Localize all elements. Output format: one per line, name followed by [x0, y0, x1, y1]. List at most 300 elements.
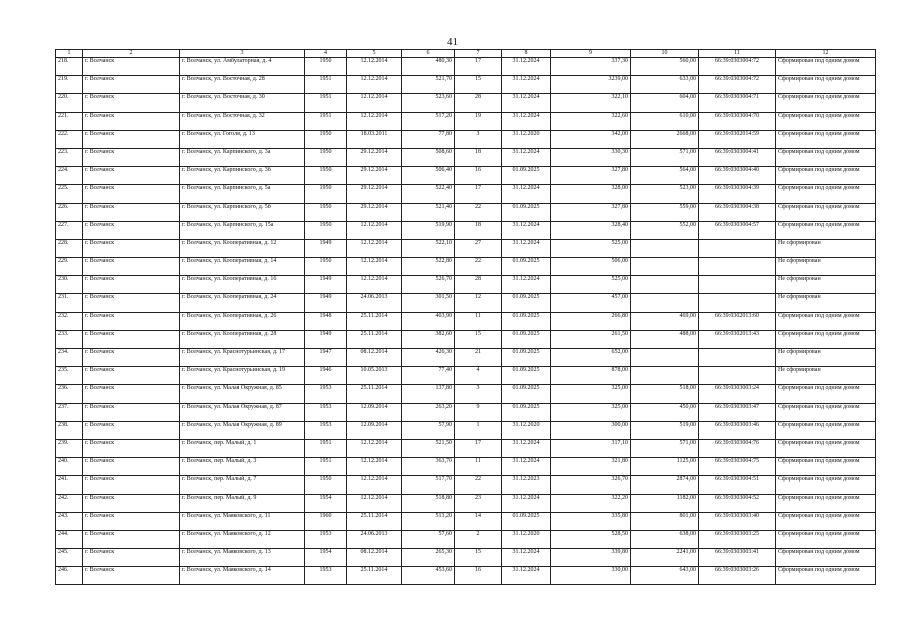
cell-land-area [631, 349, 699, 367]
cell-cadastral-number: 66:39:0303004:72 [699, 76, 776, 94]
cell-survey-date: 25.11.2014 [347, 512, 402, 530]
cell-residents: 16 [455, 167, 502, 185]
cell-settlement: г. Волчанск [83, 294, 180, 312]
cell-address: г. Волчанск, пер. Малый, д. 9 [180, 494, 305, 512]
cell-cadastral-number: 66:39:0303004:51 [699, 476, 776, 494]
cell-cadastral-number: 66:39:0303004:39 [699, 185, 776, 203]
cell-build-year: 1946 [305, 367, 347, 385]
cell-survey-date: 12.12.2014 [347, 439, 402, 457]
cell-area: 519,90 [402, 221, 455, 239]
cell-residents: 12 [455, 294, 502, 312]
cell-survey-date: 12.12.2014 [347, 239, 402, 257]
cell-address: г. Волчанск, ул. Гоголя, д. 13 [180, 130, 305, 148]
cell-residents: 3 [455, 385, 502, 403]
cell-residents: 17 [455, 439, 502, 457]
table-body [56, 58, 876, 585]
cell-build-year: 1947 [305, 349, 347, 367]
cell-settlement: г. Волчанск [83, 476, 180, 494]
cell-land-status: Сформирован под одним домом [776, 221, 876, 239]
cell-build-year: 1951 [305, 112, 347, 130]
cell-deadline: 01.09.2025 [502, 330, 551, 348]
cell-residents: 22 [455, 203, 502, 221]
cell-cost: 525,00 [551, 239, 631, 257]
cell-row-index: 232. [56, 312, 83, 330]
cell-build-year: 1948 [305, 312, 347, 330]
cell-area: 521,70 [402, 76, 455, 94]
cell-row-index: 227. [56, 221, 83, 239]
column-header-9: 9 [551, 50, 631, 58]
cell-cost: 342,00 [551, 130, 631, 148]
cell-land-area: 560,00 [631, 58, 699, 76]
cell-survey-date: 12.09.2014 [347, 421, 402, 439]
cell-residents: 22 [455, 476, 502, 494]
cell-build-year: 1951 [305, 76, 347, 94]
cell-survey-date: 12.12.2014 [347, 94, 402, 112]
cell-row-index: 222. [56, 130, 83, 148]
cell-land-area: 801,00 [631, 512, 699, 530]
cell-area: 426,30 [402, 349, 455, 367]
cell-residents: 4 [455, 367, 502, 385]
cell-deadline: 01.09.2025 [502, 385, 551, 403]
cell-survey-date: 12.12.2014 [347, 276, 402, 294]
cell-land-status: Не сформирован [776, 239, 876, 257]
cell-build-year: 1949 [305, 239, 347, 257]
cell-residents: 3 [455, 130, 502, 148]
column-header-7: 7 [455, 50, 502, 58]
cell-address: г. Волчанск, ул. Восточная, д. 28 [180, 76, 305, 94]
column-header-5: 5 [347, 50, 402, 58]
cell-land-status: Сформирован под одним домом [776, 494, 876, 512]
table-row [56, 58, 876, 76]
cell-survey-date: 29.12.2014 [347, 185, 402, 203]
cell-area: 506,40 [402, 167, 455, 185]
cell-deadline: 31.12.2020 [502, 130, 551, 148]
cell-deadline: 31.12.2024 [502, 439, 551, 457]
table-row [56, 167, 876, 185]
cell-residents: 2 [455, 530, 502, 548]
cell-address: г. Волчанск, ул. Кооперативная, д. 26 [180, 312, 305, 330]
cell-cost: 652,00 [551, 349, 631, 367]
cell-settlement: г. Волчанск [83, 494, 180, 512]
table-row [56, 403, 876, 421]
cell-land-status: Не сформирован [776, 258, 876, 276]
cell-cost: 317,10 [551, 439, 631, 457]
cell-land-area: 638,00 [631, 530, 699, 548]
cell-build-year: 1951 [305, 439, 347, 457]
cell-row-index: 224. [56, 167, 83, 185]
cell-land-area [631, 239, 699, 257]
cell-address: г. Волчанск, ул. Амбулаторная, д. 4 [180, 58, 305, 76]
cell-area: 453,60 [402, 567, 455, 585]
column-number-row [56, 50, 876, 58]
cell-build-year: 1950 [305, 130, 347, 148]
cell-build-year: 1950 [305, 476, 347, 494]
column-header-6: 6 [402, 50, 455, 58]
cell-cadastral-number: 66:39:0303004:52 [699, 494, 776, 512]
cell-land-area: 610,00 [631, 112, 699, 130]
cell-row-index: 235. [56, 367, 83, 385]
cell-settlement: г. Волчанск [83, 367, 180, 385]
cell-land-area: 488,00 [631, 330, 699, 348]
cell-build-year: 1950 [305, 148, 347, 166]
cell-settlement: г. Волчанск [83, 439, 180, 457]
cell-deadline: 01.09.2025 [502, 203, 551, 221]
cell-address: г. Волчанск, ул. Кооперативная, д. 28 [180, 330, 305, 348]
cell-cost: 457,00 [551, 294, 631, 312]
cell-row-index: 238. [56, 421, 83, 439]
cell-survey-date: 12.12.2014 [347, 76, 402, 94]
cell-residents: 17 [455, 58, 502, 76]
cell-residents: 28 [455, 94, 502, 112]
cell-build-year: 1951 [305, 458, 347, 476]
cell-row-index: 229. [56, 258, 83, 276]
cell-land-status: Сформирован под одним домом [776, 185, 876, 203]
cell-row-index: 234. [56, 349, 83, 367]
cell-row-index: 241. [56, 476, 83, 494]
cell-settlement: г. Волчанск [83, 148, 180, 166]
table-row [56, 130, 876, 148]
cell-land-status: Сформирован под одним домом [776, 312, 876, 330]
cell-deadline: 31.12.2020 [502, 421, 551, 439]
cell-build-year: 1950 [305, 58, 347, 76]
cell-area: 517,70 [402, 476, 455, 494]
cell-area: 523,60 [402, 94, 455, 112]
table-row [56, 112, 876, 130]
cell-land-status: Сформирован под одним домом [776, 439, 876, 457]
cell-build-year: 1950 [305, 185, 347, 203]
cell-settlement: г. Волчанск [83, 221, 180, 239]
table-row [56, 148, 876, 166]
cell-land-status: Не сформирован [776, 367, 876, 385]
cell-land-area: 1125,00 [631, 458, 699, 476]
cell-residents: 21 [455, 349, 502, 367]
table-row [56, 439, 876, 457]
cell-build-year: 1950 [305, 203, 347, 221]
cell-residents: 11 [455, 312, 502, 330]
cell-row-index: 243. [56, 512, 83, 530]
cell-land-area [631, 294, 699, 312]
cell-cost: 322,60 [551, 112, 631, 130]
cell-cadastral-number: 66:39:0303003:40 [699, 512, 776, 530]
cell-cost: 335,80 [551, 512, 631, 530]
cell-land-status: Сформирован под одним домом [776, 330, 876, 348]
cell-cadastral-number: 66:39:0303004:70 [699, 112, 776, 130]
cell-survey-date: 12.12.2014 [347, 458, 402, 476]
cell-land-area: 1182,00 [631, 494, 699, 512]
cell-cadastral-number: 66:39:0303003:25 [699, 530, 776, 548]
cell-cadastral-number: 66:39:0303004:38 [699, 203, 776, 221]
cell-row-index: 218. [56, 58, 83, 76]
cell-settlement: г. Волчанск [83, 185, 180, 203]
cell-row-index: 242. [56, 494, 83, 512]
column-header-12: 12 [776, 50, 876, 58]
cell-residents: 14 [455, 512, 502, 530]
cell-land-status: Сформирован под одним домом [776, 167, 876, 185]
cell-settlement: г. Волчанск [83, 349, 180, 367]
cell-deadline: 31.12.2024 [502, 148, 551, 166]
cell-settlement: г. Волчанск [83, 112, 180, 130]
cell-row-index: 223. [56, 148, 83, 166]
cell-build-year: 1949 [305, 276, 347, 294]
cell-area: 521,50 [402, 439, 455, 457]
cell-build-year: 1950 [305, 167, 347, 185]
cell-address: г. Волчанск, ул. Кооперативная, д. 14 [180, 258, 305, 276]
cell-land-area [631, 276, 699, 294]
cell-row-index: 244. [56, 530, 83, 548]
table-row [56, 276, 876, 294]
cell-survey-date: 25.11.2014 [347, 567, 402, 585]
cell-cost: 506,00 [551, 258, 631, 276]
table-row [56, 367, 876, 385]
cell-cadastral-number: 66:39:0303004:72 [699, 58, 776, 76]
table-row [56, 258, 876, 276]
cell-land-status: Сформирован под одним домом [776, 148, 876, 166]
cell-address: г. Волчанск, ул. Малая Окружная, д. 87 [180, 403, 305, 421]
column-header-2: 2 [83, 50, 180, 58]
cell-cadastral-number: 66:39:0302013:43 [699, 330, 776, 348]
cell-survey-date: 12.12.2014 [347, 494, 402, 512]
cell-residents: 15 [455, 330, 502, 348]
cell-deadline: 31.12.2024 [502, 94, 551, 112]
cell-area: 363,70 [402, 458, 455, 476]
cell-cadastral-number [699, 239, 776, 257]
cell-survey-date: 12.12.2014 [347, 476, 402, 494]
cell-deadline: 01.09.2025 [502, 367, 551, 385]
cell-row-index: 230. [56, 276, 83, 294]
cell-row-index: 236. [56, 385, 83, 403]
cell-cost: 325,00 [551, 403, 631, 421]
cell-cadastral-number [699, 349, 776, 367]
cell-land-status: Не сформирован [776, 276, 876, 294]
cell-row-index: 226. [56, 203, 83, 221]
cell-cost: 878,00 [551, 367, 631, 385]
cell-land-status: Сформирован под одним домом [776, 76, 876, 94]
cell-cadastral-number: 66:39:0303003:47 [699, 403, 776, 421]
cell-deadline: 01.09.2025 [502, 349, 551, 367]
table-row [56, 349, 876, 367]
cell-land-status: Сформирован под одним домом [776, 94, 876, 112]
cell-survey-date: 25.11.2014 [347, 312, 402, 330]
cell-residents: 9 [455, 403, 502, 421]
cell-area: 522,10 [402, 239, 455, 257]
cell-cadastral-number: 66:39:0303004:40 [699, 167, 776, 185]
cell-survey-date: 12.12.2014 [347, 221, 402, 239]
cell-cost: 330,30 [551, 148, 631, 166]
cell-settlement: г. Волчанск [83, 567, 180, 585]
cell-address: г. Волчанск, ул. Кооперативная, д. 16 [180, 276, 305, 294]
cell-land-area: 2874,00 [631, 476, 699, 494]
cell-land-area: 518,00 [631, 385, 699, 403]
cell-settlement: г. Волчанск [83, 530, 180, 548]
cell-cost: 326,70 [551, 476, 631, 494]
cell-cost: 528,50 [551, 530, 631, 548]
cell-area: 513,20 [402, 512, 455, 530]
cell-cost: 3239,00 [551, 76, 631, 94]
cell-settlement: г. Волчанск [83, 239, 180, 257]
cell-cadastral-number: 66:39:0303003:24 [699, 385, 776, 403]
cell-cost: 337,30 [551, 58, 631, 76]
cell-build-year: 1950 [305, 221, 347, 239]
cell-survey-date: 25.11.2014 [347, 330, 402, 348]
table-row [56, 76, 876, 94]
cell-area: 526,70 [402, 276, 455, 294]
cell-row-index: 239. [56, 439, 83, 457]
cell-cost: 525,00 [551, 276, 631, 294]
cell-land-status: Сформирован под одним домом [776, 549, 876, 567]
cell-cost: 300,00 [551, 421, 631, 439]
cell-area: 508,60 [402, 148, 455, 166]
cell-residents: 23 [455, 494, 502, 512]
cell-area: 57,90 [402, 421, 455, 439]
cell-settlement: г. Волчанск [83, 312, 180, 330]
cell-land-area: 450,00 [631, 403, 699, 421]
table-row [56, 512, 876, 530]
cell-deadline: 01.09.2025 [502, 258, 551, 276]
table-row [56, 330, 876, 348]
cell-cadastral-number: 66:39:0303004:71 [699, 94, 776, 112]
cell-build-year: 1954 [305, 494, 347, 512]
cell-area: 517,20 [402, 112, 455, 130]
cell-settlement: г. Волчанск [83, 76, 180, 94]
cell-settlement: г. Волчанск [83, 276, 180, 294]
column-header-10: 10 [631, 50, 699, 58]
cell-land-area: 643,00 [631, 567, 699, 585]
table-row [56, 549, 876, 567]
cell-settlement: г. Волчанск [83, 549, 180, 567]
cell-cadastral-number [699, 367, 776, 385]
cell-row-index: 221. [56, 112, 83, 130]
cell-row-index: 228. [56, 239, 83, 257]
column-header-11: 11 [699, 50, 776, 58]
housing-registry-table [55, 49, 876, 585]
cell-survey-date: 29.12.2014 [347, 167, 402, 185]
cell-residents: 18 [455, 221, 502, 239]
cell-survey-date: 29.12.2014 [347, 148, 402, 166]
cell-settlement: г. Волчанск [83, 130, 180, 148]
table-row [56, 385, 876, 403]
cell-row-index: 246. [56, 567, 83, 585]
cell-residents: 11 [455, 458, 502, 476]
cell-land-status: Сформирован под одним домом [776, 403, 876, 421]
cell-build-year: 1953 [305, 530, 347, 548]
cell-cadastral-number: 66:39:0303004:57 [699, 221, 776, 239]
cell-deadline: 31.12.2024 [502, 549, 551, 567]
cell-address: г. Волчанск, пер. Малый, д. 3 [180, 458, 305, 476]
table-row [56, 94, 876, 112]
cell-address: г. Волчанск, ул. Краснотурьинская, д. 17 [180, 349, 305, 367]
cell-deadline: 31.12.2020 [502, 530, 551, 548]
cell-area: 522,80 [402, 258, 455, 276]
cell-row-index: 220. [56, 94, 83, 112]
cell-settlement: г. Волчанск [83, 458, 180, 476]
cell-address: г. Волчанск, ул. Карпинского, д. 15а [180, 221, 305, 239]
table-row [56, 203, 876, 221]
cell-settlement: г. Волчанск [83, 512, 180, 530]
cell-build-year: 1954 [305, 549, 347, 567]
cell-area: 57,60 [402, 530, 455, 548]
cell-build-year: 1953 [305, 385, 347, 403]
cell-survey-date: 12.12.2014 [347, 112, 402, 130]
cell-row-index: 231. [56, 294, 83, 312]
cell-cost: 261,50 [551, 330, 631, 348]
table-row [56, 476, 876, 494]
cell-address: г. Волчанск, ул. Малая Окружная, д. 89 [180, 421, 305, 439]
cell-row-index: 233. [56, 330, 83, 348]
column-header-3: 3 [180, 50, 305, 58]
cell-row-index: 225. [56, 185, 83, 203]
cell-area: 403,90 [402, 312, 455, 330]
table-row [56, 530, 876, 548]
cell-deadline: 31.12.2024 [502, 221, 551, 239]
table-row [56, 312, 876, 330]
cell-cost: 322,20 [551, 494, 631, 512]
cell-cost: 327,80 [551, 167, 631, 185]
cell-address: г. Волчанск, ул. Маяковского, д. 14 [180, 567, 305, 585]
cell-build-year: 1951 [305, 94, 347, 112]
cell-land-area: 523,00 [631, 185, 699, 203]
cell-area: 77,80 [402, 130, 455, 148]
cell-deadline: 31.12.2023 [502, 476, 551, 494]
cell-land-status: Сформирован под одним домом [776, 458, 876, 476]
cell-address: г. Волчанск, ул. Карпинского, д. 5б [180, 203, 305, 221]
cell-area: 265,30 [402, 549, 455, 567]
cell-survey-date: 25.11.2014 [347, 385, 402, 403]
cell-settlement: г. Волчанск [83, 167, 180, 185]
cell-land-area: 552,00 [631, 221, 699, 239]
cell-row-index: 219. [56, 76, 83, 94]
cell-build-year: 1960 [305, 512, 347, 530]
cell-land-area [631, 367, 699, 385]
table-row [56, 458, 876, 476]
cell-build-year: 1953 [305, 421, 347, 439]
cell-settlement: г. Волчанск [83, 94, 180, 112]
cell-area: 263,20 [402, 403, 455, 421]
cell-row-index: 245. [56, 549, 83, 567]
cell-land-status: Сформирован под одним домом [776, 567, 876, 585]
cell-cost: 325,00 [551, 385, 631, 403]
cell-cadastral-number [699, 294, 776, 312]
cell-settlement: г. Волчанск [83, 421, 180, 439]
cell-address: г. Волчанск, ул. Кооперативная, д. 24 [180, 294, 305, 312]
cell-land-area: 559,00 [631, 203, 699, 221]
table-row [56, 221, 876, 239]
cell-residents: 15 [455, 549, 502, 567]
cell-deadline: 01.09.2025 [502, 512, 551, 530]
cell-address: г. Волчанск, ул. Восточная, д. 30 [180, 94, 305, 112]
cell-build-year: 1953 [305, 403, 347, 421]
cell-land-status: Не сформирован [776, 349, 876, 367]
cell-survey-date: 08.12.2014 [347, 549, 402, 567]
cell-land-area: 571,00 [631, 439, 699, 457]
cell-row-index: 240. [56, 458, 83, 476]
cell-address: г. Волчанск, ул. Кооперативная, д. 12 [180, 239, 305, 257]
cell-area: 521,40 [402, 203, 455, 221]
cell-land-status: Сформирован под одним домом [776, 476, 876, 494]
cell-residents: 22 [455, 258, 502, 276]
cell-address: г. Волчанск, ул. Краснотурьинская, д. 19 [180, 367, 305, 385]
cell-cost: 322,10 [551, 94, 631, 112]
cell-land-status: Сформирован под одним домом [776, 58, 876, 76]
cell-build-year: 1949 [305, 294, 347, 312]
cell-residents: 27 [455, 239, 502, 257]
cell-survey-date: 12.12.2014 [347, 258, 402, 276]
cell-cadastral-number: 66:39:0303004:41 [699, 148, 776, 166]
cell-survey-date: 18.03.2011 [347, 130, 402, 148]
table-row [56, 567, 876, 585]
cell-cadastral-number: 66:39:0303003:41 [699, 549, 776, 567]
cell-deadline: 31.12.2024 [502, 276, 551, 294]
cell-land-status: Сформирован под одним домом [776, 512, 876, 530]
